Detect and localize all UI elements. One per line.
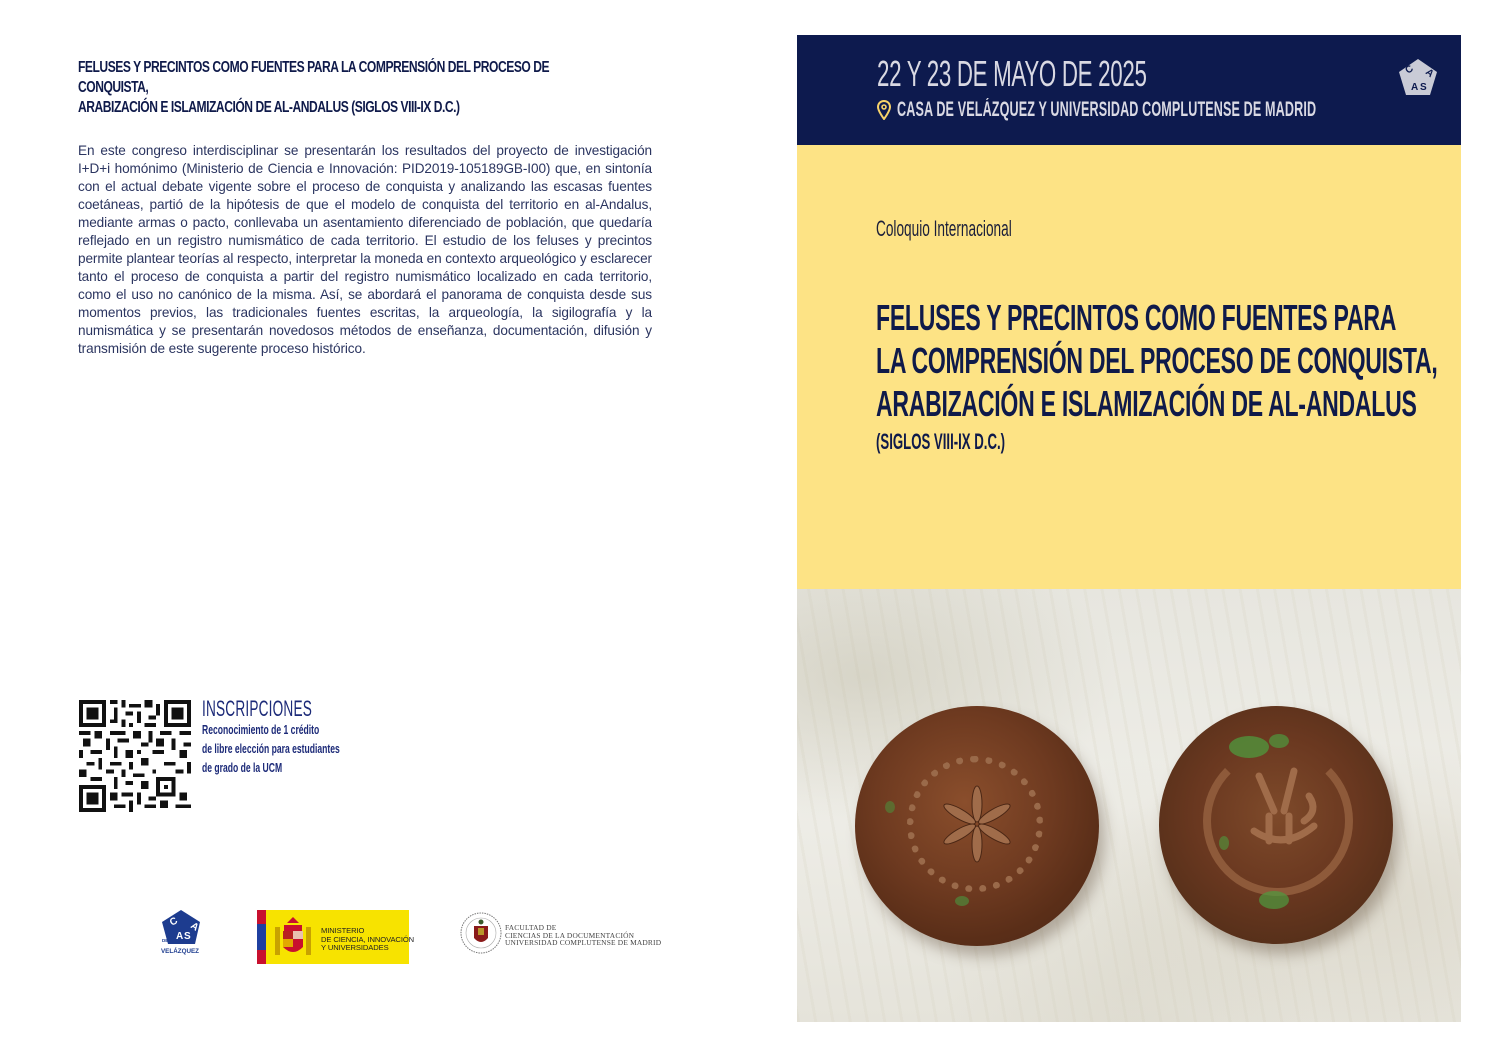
eu-flag-strip: [257, 910, 266, 964]
left-title-line-2: ARABIZACIÓN E ISLAMIZACIÓN DE AL-ANDALUS (SIGLOS VIII-IX D.C.): [78, 99, 460, 116]
cover-title: [876, 296, 1438, 425]
event-date: 22 Y 23 DE MAYO DE 2025: [877, 53, 1147, 94]
svg-text:A: A: [188, 920, 201, 934]
arabic-script-motif-icon: [1239, 756, 1329, 866]
registration-line-3: de grado de la UCM: [202, 760, 283, 775]
registration-note: [202, 720, 340, 777]
map-pin-icon: [877, 100, 891, 120]
svg-text:DE: DE: [162, 938, 169, 943]
cover-subtitle: (SIGLOS VIII-IX D.C.): [876, 429, 1006, 454]
casa-de-velazquez-logo: [160, 909, 202, 957]
svg-text:C: C: [1403, 63, 1416, 77]
coin-right: [1159, 706, 1393, 944]
registration-line-2: de libre elección para estudiantes: [202, 741, 340, 756]
description-paragraph: En este congreso interdisciplinar se presentarán los resultados del proyecto de investigación I+D+i homónimo (Ministerio de Ciencia e Innovación: PID2019-105189GB-I00) que, en sintonía con el actual debate vigente sobre el proceso de conquista y analizando las escasas fuentes coetáneas, partió de la hipótesis de que el modelo de conquista del territorio en al-Andalus, mediante armas o pacto, conllevaba un asentamiento diferenciado de población, que quedaría reflejado en un registro numismático de cada territorio. El estudio de los feluses y precintos permite plantear teorías al respecto, interpretar la moneda en contexto arqueológico y esclarecer tanto el proceso de conquista a partir del registro numismático localizado en cada territorio, como el uso no canónico de la misma. Así, se abordará el panorama de conquista desde sus momentos previos, las tradicionales fuentes escritas, la arqueología, la sigilografía y la numismática y se presentarán novedosos métodos de enseñanza, documentación, difusión y transmisión de este sugerente proceso histórico.: [78, 143, 652, 356]
svg-text:S: S: [1420, 82, 1427, 93]
casa-letter-c: C: [168, 915, 180, 929]
registration-block: [202, 698, 411, 777]
star-motif-icon: [937, 784, 1017, 864]
title-band: [797, 145, 1461, 589]
spain-coat-of-arms-icon: [273, 915, 313, 961]
svg-text:A: A: [176, 931, 184, 942]
ucm-seal-icon: [459, 909, 503, 957]
ministerio-ciencia-logo: [257, 910, 415, 964]
casa-pentagon-icon: [160, 909, 202, 957]
svg-text:VELÁZQUEZ: VELÁZQUEZ: [161, 949, 198, 955]
cover-panel: [797, 35, 1461, 1022]
event-location: [877, 99, 1497, 121]
coin-left: [855, 706, 1099, 946]
cover-title-line-2: LA COMPRENSIÓN DEL PROCESO DE CONQUISTA,: [876, 340, 1438, 381]
registration-line-1: Reconocimiento de 1 crédito: [202, 722, 320, 737]
left-title-line-1: FELUSES Y PRECINTOS COMO FUENTES PARA LA COMPRENSIÓN DEL PROCESO DE CONQUISTA,: [78, 59, 550, 96]
ministerio-text: MINISTERIO DE CIENCIA, INNOVACIÓN Y UNIVERSIDADES: [321, 926, 415, 952]
coins-photo: [797, 589, 1461, 1022]
location-text: CASA DE VELÁZQUEZ Y UNIVERSIDAD COMPLUTENSE DE MADRID: [897, 98, 1317, 121]
ucm-documentacion-logo: [459, 909, 662, 957]
ucm-text: FACULTAD DE CIENCIAS DE LA DOCUMENTACIÓN UNIVERSIDAD COMPLUTENSE DE MADRID: [505, 923, 662, 948]
header-band: [797, 35, 1461, 145]
event-type-label: Coloquio Internacional: [876, 216, 1012, 241]
cover-title-line-1: FELUSES Y PRECINTOS COMO FUENTES PARA: [876, 297, 1397, 338]
svg-text:S: S: [184, 931, 191, 942]
casa-badge-icon: [1397, 57, 1439, 97]
svg-text:A: A: [1411, 82, 1419, 93]
svg-text:A: A: [1423, 66, 1436, 80]
left-page-title: [78, 58, 562, 118]
cover-title-line-3: ARABIZACIÓN E ISLAMIZACIÓN DE AL-ANDALUS: [876, 383, 1417, 424]
registration-title[interactable]: INSCRIPCIONES: [202, 696, 313, 721]
qr-code-icon[interactable]: [79, 700, 191, 812]
